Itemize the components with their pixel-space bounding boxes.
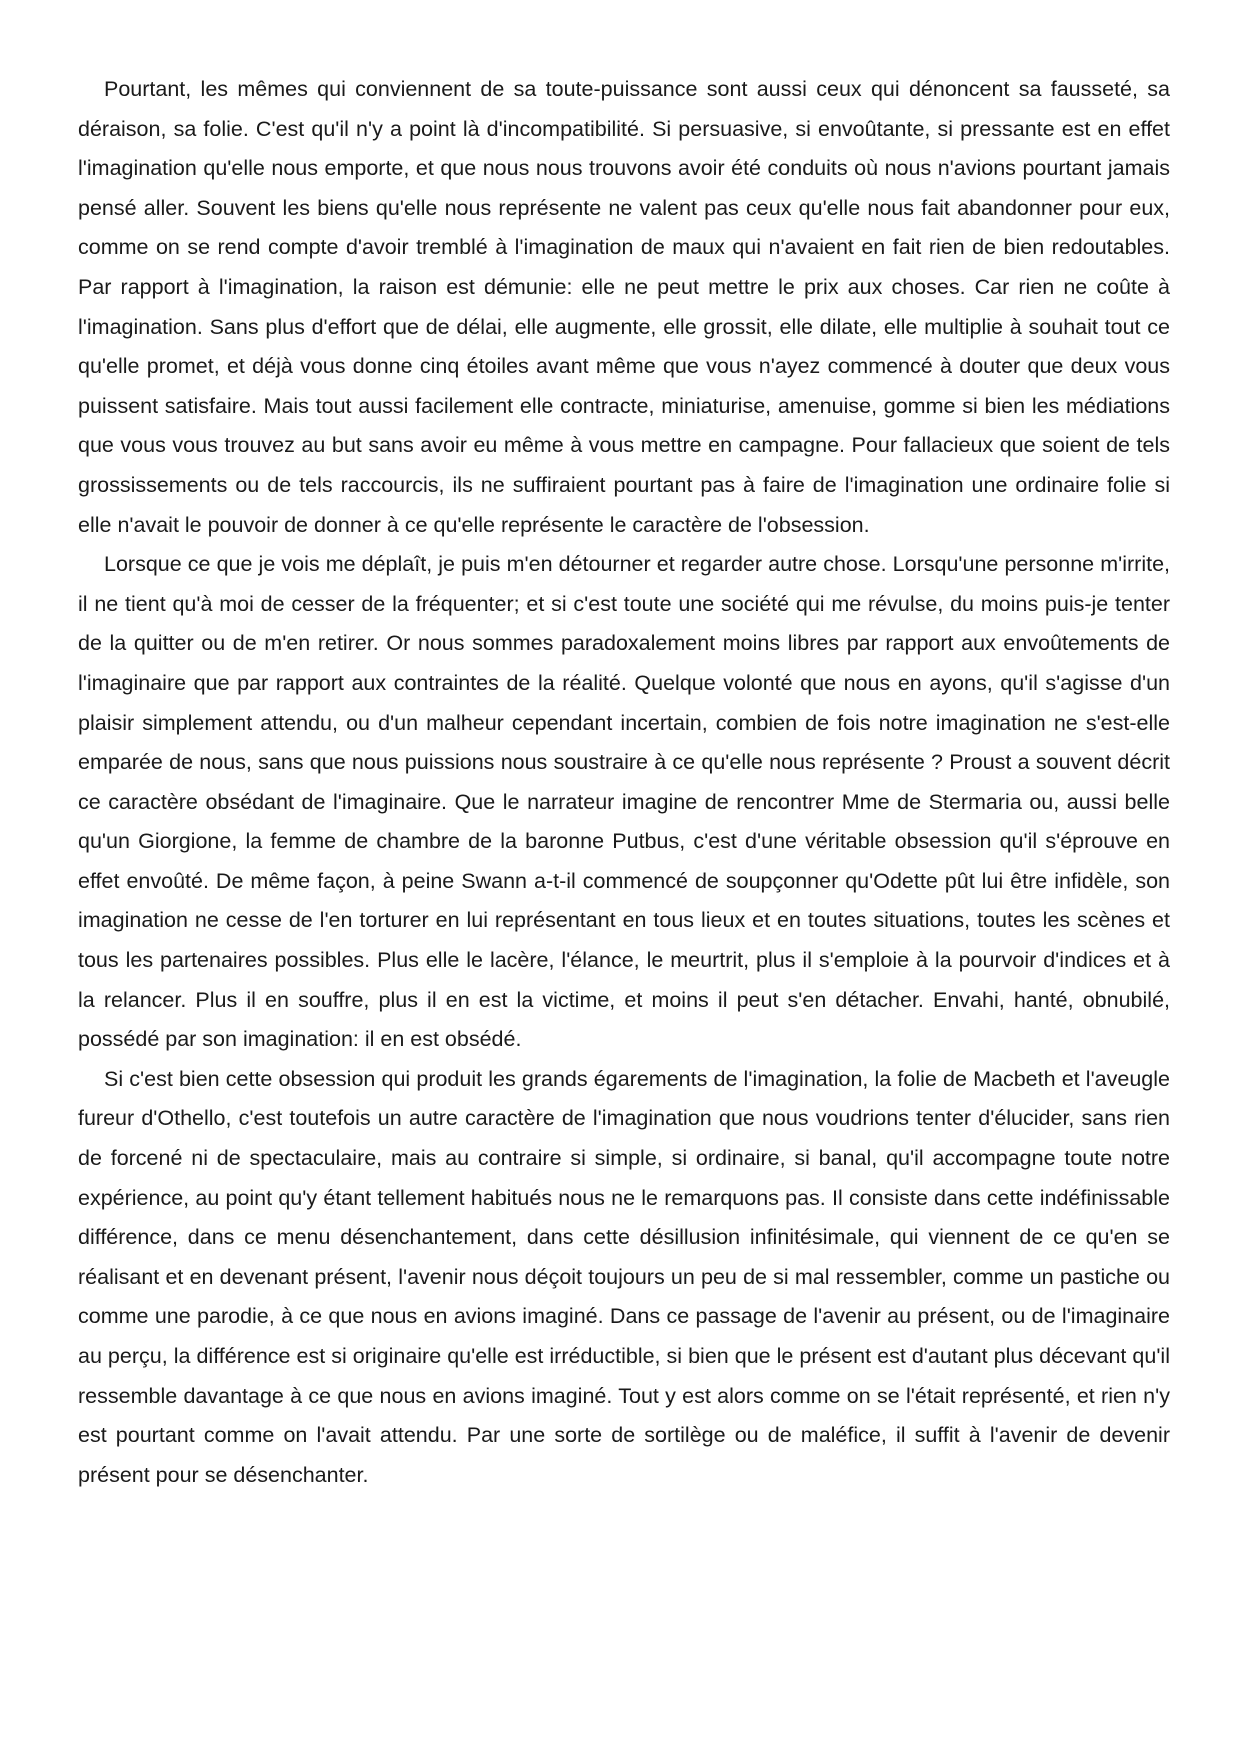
paragraph-1: Pourtant, les mêmes qui conviennent de sa toute-puissance sont aussi ceux qui dénoncent sa fausseté, sa déraison, sa folie. C'est qu'il n'y a point là d'incompatibilité. Si persuasive, si envoûtante, si pressante est en effet l'imagination qu'elle nous emporte, et que nous nous trouvons avoir été conduits où nous n'avions pourtant jamais pensé aller. Souvent les biens qu'elle nous représente ne valent pas ceux qu'elle nous fait abandonner pour eux, comme on se rend compte d'avoir tremblé à l'imagination de maux qui n'avaient en fait rien de bien redoutables. Par rapport à l'imagination, la raison est démunie: elle ne peut mettre le prix aux choses. Car rien ne coûte à l'imagination. Sans plus d'effort que de délai, elle augmente, elle grossit, elle dilate, elle multiplie à souhait tout ce qu'elle promet, et déjà vous donne cinq étoiles avant même que vous n'ayez commencé à douter que deux vous puissent satisfaire. Mais tout aussi facilement elle contracte, miniaturise, amenuise, gomme si bien les médiations que vous vous trouvez au but sans avoir eu même à vous mettre en campagne. Pour fallacieux que soient de tels grossissements ou de tels raccourcis, ils ne suffiraient pourtant pas à faire de l'imagination une ordinaire folie si elle n'avait le pouvoir de donner à ce qu'elle représente le caractère de l'obsession.	[78, 77, 1170, 537]
document-page	[78, 70, 1170, 1495]
paragraph-3: Si c'est bien cette obsession qui produit les grands égarements de l'imagination, la folie de Macbeth et l'aveugle fureur d'Othello, c'est toutefois un autre caractère de l'imagination que nous voudrions tenter d'élucider, sans rien de forcené ni de spectaculaire, mais au contraire si simple, si ordinaire, si banal, qu'il accompagne toute notre expérience, au point qu'y étant tellement habitués nous ne le remarquons pas. Il consiste dans cette indéfinissable différence, dans ce menu désenchantement, dans cette désillusion infinitésimale, qui viennent de ce qu'en se réalisant et en devenant présent, l'avenir nous déçoit toujours un peu de si mal ressembler, comme un pastiche ou comme une parodie, à ce que nous en avions imaginé. Dans ce passage de l'avenir au présent, ou de l'imaginaire au perçu, la différence est si originaire qu'elle est irréductible, si bien que le présent est d'autant plus décevant qu'il ressemble davantage à ce que nous en avions imaginé. Tout y est alors comme on se l'était représenté, et rien n'y est pourtant comme on l'avait attendu. Par une sorte de sortilège ou de maléfice, il suffit à l'avenir de devenir présent pour se désenchanter.	[78, 1066, 1170, 1487]
paragraph-2: Lorsque ce que je vois me déplaît, je puis m'en détourner et regarder autre chose. Lorsqu'une personne m'irrite, il ne tient qu'à moi de cesser de la fréquenter; et si c'est toute une société qui me révulse, du moins puis-je tenter de la quitter ou de m'en retirer. Or nous sommes paradoxalement moins libres par rapport aux envoûtements de l'imaginaire que par rapport aux contraintes de la réalité. Quelque volonté que nous en ayons, qu'il s'agisse d'un plaisir simplement attendu, ou d'un malheur cependant incertain, combien de fois notre imagination ne s'est-elle emparée de nous, sans que nous puissions nous soustraire à ce qu'elle nous représente ? Proust a souvent décrit ce caractère obsédant de l'imaginaire. Que le narrateur imagine de rencontrer Mme de Stermaria ou, aussi belle qu'un Giorgione, la femme de chambre de la baronne Putbus, c'est d'une véritable obsession qu'il s'éprouve en effet envoûté. De même façon, à peine Swann a-t-il commencé de soupçonner qu'Odette pût lui être infidèle, son imagination ne cesse de l'en torturer en lui représentant en tous lieux et en toutes situations, toutes les scènes et tous les partenaires possibles. Plus elle le lacère, l'élance, le meurtrit, plus il s'emploie à la pourvoir d'indices et à la relancer. Plus il en souffre, plus il en est la victime, et moins il peut s'en détacher. Envahi, hanté, obnubilé, possédé par son imagination: il en est obsédé.	[78, 552, 1170, 1052]
